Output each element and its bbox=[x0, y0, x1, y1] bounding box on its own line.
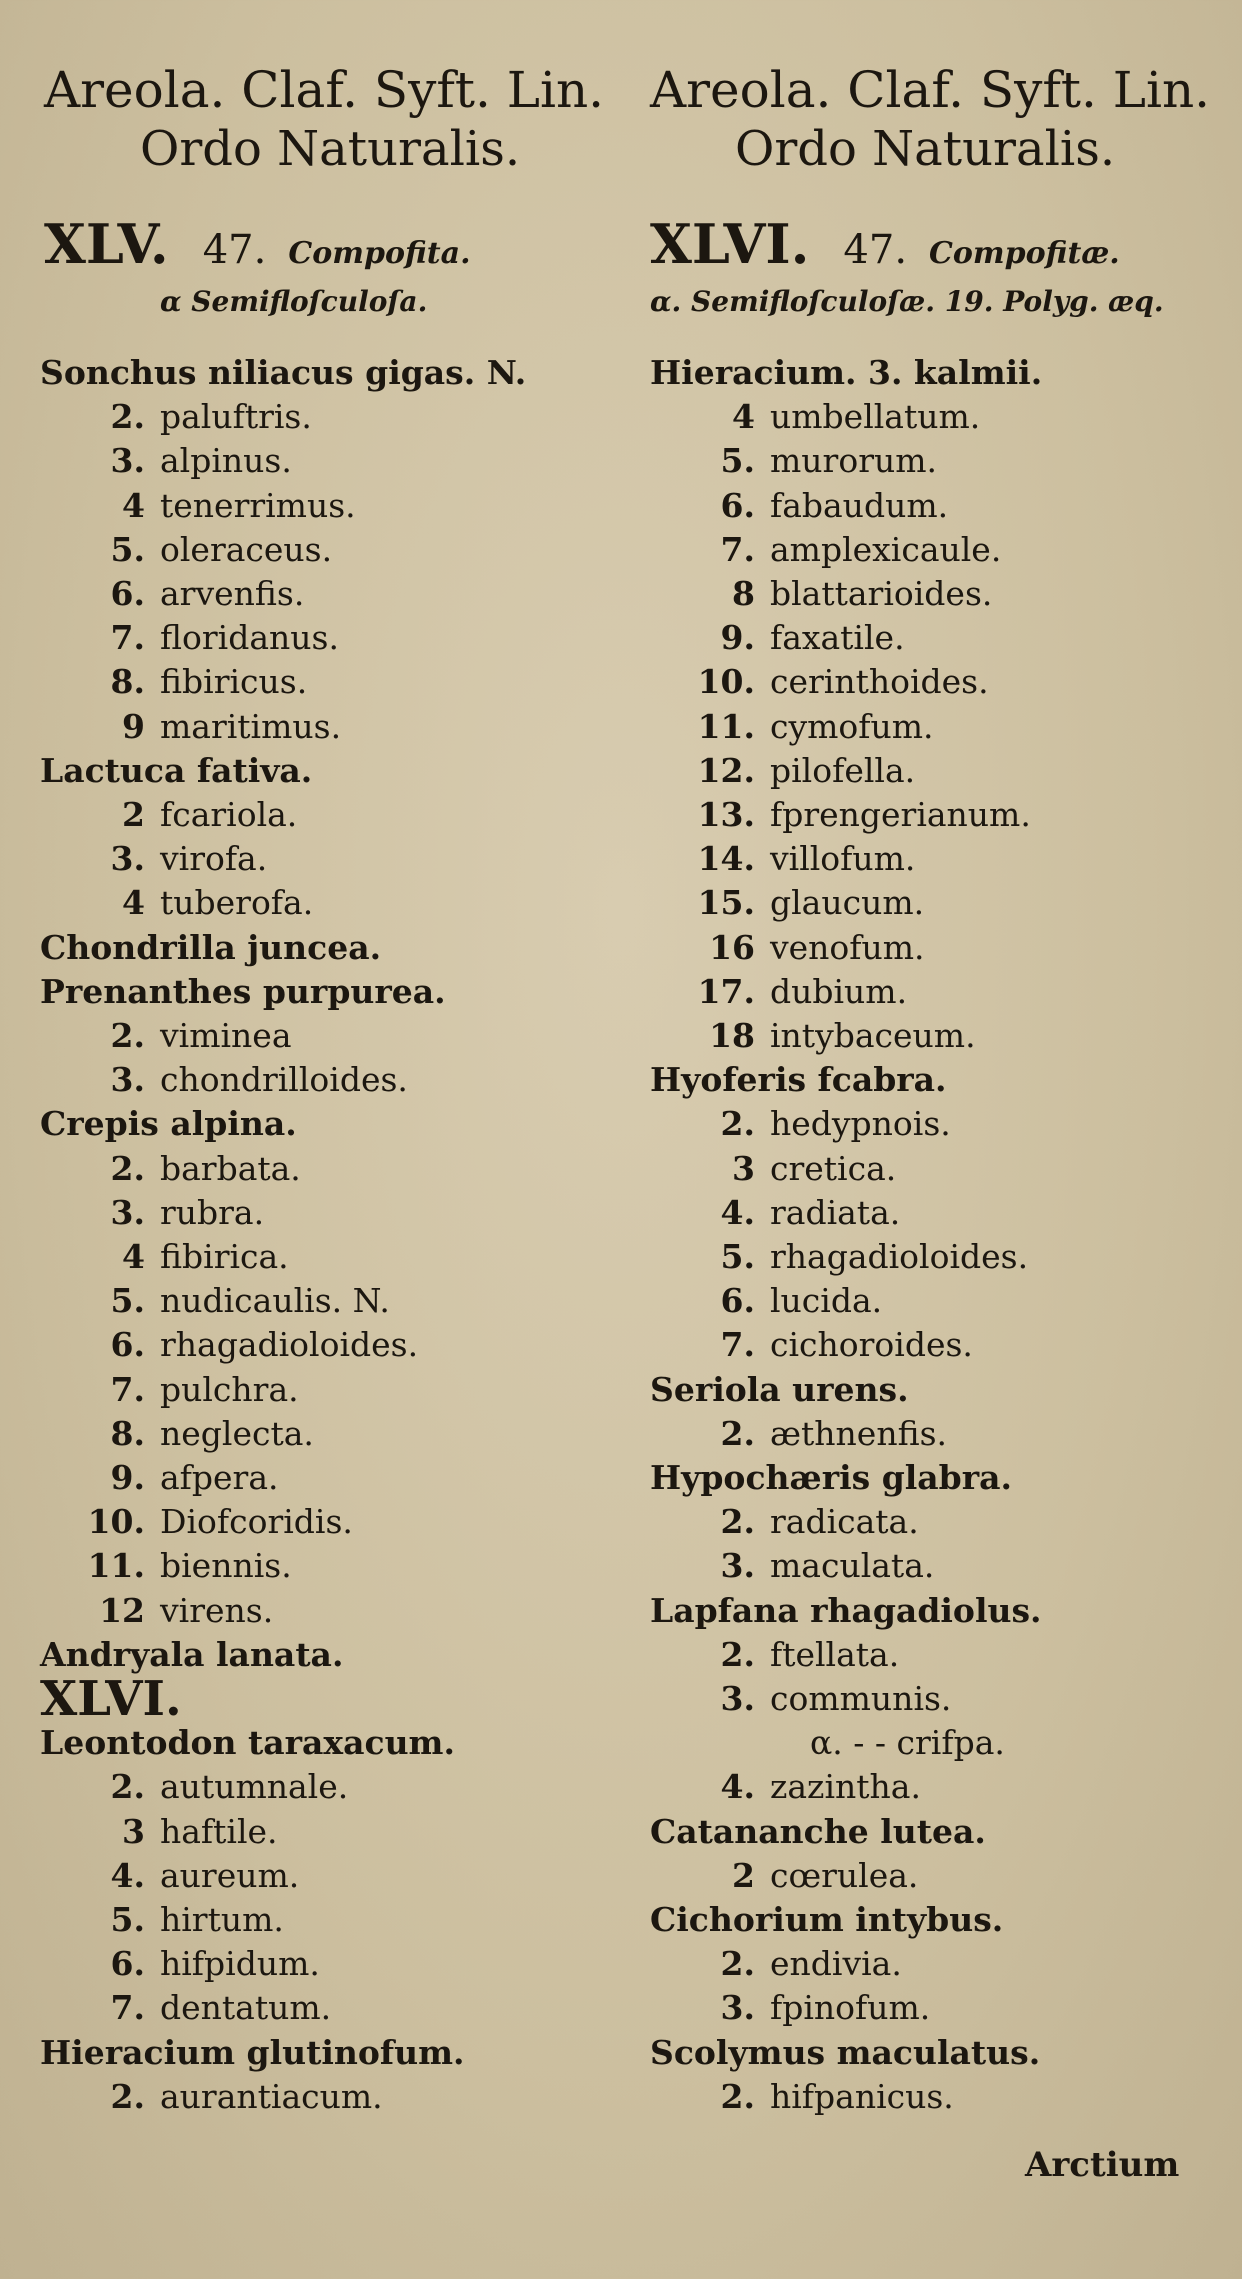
species-number: 5. bbox=[110, 1900, 145, 1939]
species-number: 18 bbox=[709, 1016, 755, 1055]
right-class-number: 47. bbox=[843, 227, 908, 273]
species-name: hedypnois. bbox=[770, 1104, 951, 1144]
species-name: biennis. bbox=[160, 1546, 292, 1586]
species-number: 12. bbox=[697, 750, 755, 790]
species-number: 7. bbox=[720, 1325, 755, 1365]
species-number: 5. bbox=[110, 529, 145, 569]
species-number: 3 bbox=[122, 1811, 145, 1851]
species-number: 13. bbox=[697, 795, 755, 834]
species-name: communis. bbox=[770, 1679, 952, 1718]
species-number: 5. bbox=[110, 1281, 145, 1321]
species-number: 8 bbox=[732, 574, 755, 613]
genus-name: Chondrilla juncea. bbox=[40, 927, 382, 967]
right-header-title: Areola. Claf. Syft. Lin. bbox=[650, 61, 1211, 119]
species-name: pulchra. bbox=[160, 1369, 299, 1409]
species-name: virofa. bbox=[160, 839, 268, 879]
species-name: radicata. bbox=[770, 1502, 919, 1542]
species-name: ftellata. bbox=[770, 1634, 900, 1674]
species-name: æthnenfis. bbox=[770, 1413, 948, 1453]
species-name: zazintha. bbox=[770, 1767, 921, 1807]
species-number: 2. bbox=[720, 1634, 755, 1674]
species-number: 2. bbox=[720, 2076, 755, 2116]
species-name: umbellatum. bbox=[770, 397, 981, 437]
genus-name: Andryala lanata. bbox=[40, 1634, 344, 1674]
species-name: cœrulea. bbox=[770, 1855, 919, 1895]
right-class-roman: XLVI. bbox=[650, 212, 810, 276]
species-name: floridanus. bbox=[160, 618, 339, 658]
species-number: 7. bbox=[720, 529, 755, 569]
genus-name: Leontodon taraxacum. bbox=[40, 1723, 455, 1763]
genus-name: Lactuca fativa. bbox=[40, 750, 313, 790]
species-number: 4. bbox=[720, 1192, 755, 1232]
species-number: 2. bbox=[110, 1016, 145, 1055]
species-name: arvenfis. bbox=[160, 574, 305, 613]
species-name: aurantiacum. bbox=[160, 2076, 383, 2116]
species-name: alpinus. bbox=[160, 441, 292, 481]
species-name: faxatile. bbox=[770, 618, 905, 658]
genus-name: Hyoferis fcabra. bbox=[650, 1060, 947, 1100]
species-name: cerinthoides. bbox=[770, 662, 989, 702]
species-name: lucida. bbox=[770, 1281, 883, 1321]
species-number: 2. bbox=[110, 1767, 145, 1807]
species-name: tenerrimus. bbox=[160, 485, 356, 525]
left-subgroup: α Semifloſculoſa. bbox=[160, 285, 428, 318]
species-name: fibirica. bbox=[160, 1237, 289, 1276]
species-name: aureum. bbox=[160, 1855, 300, 1895]
species-number: 6. bbox=[720, 485, 755, 525]
species-number: 3. bbox=[720, 1679, 755, 1718]
genus-name: Scolymus maculatus. bbox=[650, 2032, 1041, 2072]
species-name: fabaudum. bbox=[770, 485, 949, 525]
genus-name: Crepis alpina. bbox=[40, 1104, 297, 1144]
species-number: 6. bbox=[110, 1325, 145, 1365]
species-number: 3. bbox=[110, 441, 145, 481]
species-name: endivia. bbox=[770, 1944, 902, 1984]
species-name: viminea bbox=[160, 1016, 292, 1055]
species-number: 15. bbox=[697, 883, 755, 923]
genus-name: Prenanthes purpurea. bbox=[40, 971, 446, 1011]
species-name: paluftris. bbox=[160, 397, 312, 437]
genus-name: Cichorium intybus. bbox=[650, 1900, 1004, 1939]
species-number: 3. bbox=[110, 1060, 145, 1100]
species-name: virens. bbox=[160, 1590, 274, 1630]
genus-name: Catananche lutea. bbox=[650, 1811, 986, 1851]
species-number: 14. bbox=[697, 839, 755, 879]
species-number: 12 bbox=[99, 1590, 145, 1630]
species-number: 2. bbox=[110, 397, 145, 437]
species-name: fibiricus. bbox=[160, 662, 308, 702]
species-number: 4 bbox=[732, 397, 755, 437]
species-name: amplexicaule. bbox=[770, 529, 1002, 569]
catchword: Arctium bbox=[1025, 2145, 1180, 2185]
species-name: oleraceus. bbox=[160, 529, 333, 569]
species-name: radiata. bbox=[770, 1192, 901, 1232]
species-name: fpinofum. bbox=[770, 1988, 931, 2028]
species-number: 2 bbox=[732, 1855, 755, 1895]
species-name: maritimus. bbox=[160, 706, 342, 746]
species-name: cichoroides. bbox=[770, 1325, 973, 1365]
species-number: 7. bbox=[110, 1988, 145, 2028]
species-number: 2. bbox=[720, 1944, 755, 1984]
species-name: α. - - crifpa. bbox=[810, 1723, 1005, 1763]
species-name: haftile. bbox=[160, 1811, 278, 1851]
species-number: 4 bbox=[122, 485, 145, 525]
species-number: 9 bbox=[122, 706, 145, 746]
species-name: dubium. bbox=[770, 971, 908, 1011]
species-name: chondrilloides. bbox=[160, 1060, 408, 1100]
species-name: villofum. bbox=[770, 839, 916, 879]
species-name: hifpanicus. bbox=[770, 2076, 954, 2116]
species-number: 6. bbox=[110, 1944, 145, 1984]
species-name: rubra. bbox=[160, 1192, 265, 1232]
species-name: blattarioides. bbox=[770, 574, 993, 613]
species-number: 9. bbox=[720, 618, 755, 658]
species-number: 2. bbox=[720, 1413, 755, 1453]
species-number: 3. bbox=[110, 839, 145, 879]
left-class-roman: XLV. bbox=[44, 212, 169, 276]
left-class-name: Compofita. bbox=[288, 236, 471, 271]
species-name: pilofella. bbox=[770, 750, 916, 790]
species-number: 10. bbox=[87, 1502, 145, 1542]
right-class-heading bbox=[650, 212, 1120, 276]
species-number: 10. bbox=[697, 662, 755, 702]
species-number: 6. bbox=[720, 1281, 755, 1321]
species-number: 11. bbox=[87, 1546, 145, 1586]
species-name: Diofcoridis. bbox=[160, 1502, 353, 1542]
species-number: 7. bbox=[110, 1369, 145, 1409]
species-name: autumnale. bbox=[160, 1767, 349, 1807]
species-number: 5. bbox=[720, 1237, 755, 1276]
species-name: barbata. bbox=[160, 1148, 301, 1188]
species-number: 9. bbox=[110, 1458, 145, 1497]
species-name: cretica. bbox=[770, 1148, 897, 1188]
species-number: 4. bbox=[110, 1855, 145, 1895]
species-name: rhagadioloides. bbox=[160, 1325, 419, 1365]
species-name: glaucum. bbox=[770, 883, 925, 923]
species-number: 2. bbox=[720, 1104, 755, 1144]
species-name: nudicaulis. N. bbox=[160, 1281, 390, 1321]
species-number: 8. bbox=[110, 662, 145, 702]
species-number: 7. bbox=[110, 618, 145, 658]
species-number: 4 bbox=[122, 883, 145, 923]
right-class-name: Compofitæ. bbox=[929, 236, 1120, 271]
species-number: 5. bbox=[720, 441, 755, 481]
genus-name: Hieracium. 3. kalmii. bbox=[650, 353, 1043, 392]
species-number: 6. bbox=[110, 574, 145, 613]
right-header-subtitle: Ordo Naturalis. bbox=[735, 121, 1116, 177]
species-number: 16 bbox=[709, 927, 755, 967]
left-header-subtitle: Ordo Naturalis. bbox=[140, 121, 521, 177]
species-name: neglecta. bbox=[160, 1413, 314, 1453]
species-name: hirtum. bbox=[160, 1900, 284, 1939]
species-number: 17. bbox=[697, 971, 755, 1011]
species-name: maculata. bbox=[770, 1546, 935, 1586]
species-name: hifpidum. bbox=[160, 1944, 320, 1984]
species-name: rhagadioloides. bbox=[770, 1237, 1029, 1276]
species-name: venofum. bbox=[770, 927, 925, 967]
species-name: intybaceum. bbox=[770, 1016, 976, 1055]
left-header-title: Areola. Claf. Syft. Lin. bbox=[44, 61, 605, 119]
genus-name: Lapfana rhagadiolus. bbox=[650, 1590, 1042, 1630]
species-name: afpera. bbox=[160, 1458, 279, 1497]
genus-name: Hieracium glutinofum. bbox=[40, 2032, 465, 2072]
species-name: fprengerianum. bbox=[770, 795, 1031, 834]
genus-name: Sonchus niliacus gigas. N. bbox=[40, 353, 527, 392]
species-name: murorum. bbox=[770, 441, 937, 481]
species-name: cymofum. bbox=[770, 706, 934, 746]
species-name: dentatum. bbox=[160, 1988, 332, 2028]
left-class-heading bbox=[44, 212, 471, 276]
species-number: 3. bbox=[110, 1192, 145, 1232]
left-entry-class-heading: XLVI. bbox=[40, 1671, 182, 1727]
species-number: 3. bbox=[720, 1988, 755, 2028]
species-number: 3 bbox=[732, 1148, 755, 1188]
genus-name: Hypochæris glabra. bbox=[650, 1458, 1013, 1497]
left-class-number: 47. bbox=[202, 227, 267, 273]
species-number: 4. bbox=[720, 1767, 755, 1807]
species-number: 11. bbox=[697, 706, 755, 746]
species-number: 3. bbox=[720, 1546, 755, 1586]
species-name: tuberofa. bbox=[160, 883, 314, 923]
species-number: 2. bbox=[720, 1502, 755, 1542]
genus-name: Seriola urens. bbox=[650, 1369, 909, 1409]
species-number: 4 bbox=[122, 1237, 145, 1276]
species-number: 8. bbox=[110, 1413, 145, 1453]
species-number: 2. bbox=[110, 2076, 145, 2116]
species-name: fcariola. bbox=[160, 795, 298, 834]
right-subgroup: α. Semifloſculoſæ. 19. Polyg. æq. bbox=[650, 285, 1164, 318]
species-number: 2 bbox=[122, 795, 145, 834]
species-number: 2. bbox=[110, 1148, 145, 1188]
